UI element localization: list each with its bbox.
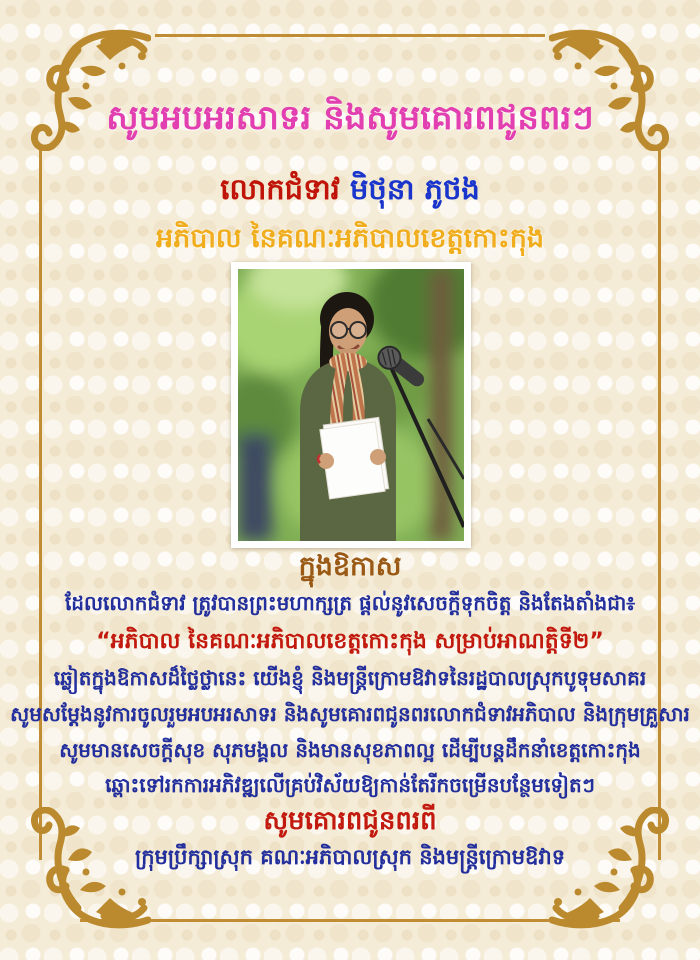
signatories-line: ក្រុមប្រឹក្សាស្រុក គណៈអភិបាលស្រុក និងមន្ត្រីក្រោមឱវាទ — [134, 845, 566, 869]
honorific-line — [0, 172, 700, 214]
photo-frame — [231, 262, 471, 548]
main-title: សូមអបអរសាទរ និងសូមគោរពជូនពរៗ — [106, 98, 594, 138]
body-line: សូមសម្តែងនូវការចូលរួមអបអរសាទរ និងសូមគោរពជូនពរលោកជំទាវអភិបាល និងក្រុមគ្រួសារ — [10, 702, 690, 726]
governor-photo — [238, 269, 464, 541]
position-title: អភិបាល នៃគណៈអភិបាលខេត្តកោះកុង — [155, 223, 545, 254]
frame-line-bottom — [80, 919, 620, 922]
body-line: ឆ្ពោះទៅរកការអភិវឌ្ឍលើគ្រប់វិស័យឱ្យកាន់តែរីកចម្រើនបន្ថែមទៀតៗ — [105, 773, 595, 797]
governor-name: មិថុនា ភូថង — [350, 172, 480, 206]
closing-heading: សូមគោរពជូនពរពី — [263, 806, 437, 836]
honorific-prefix: លោកជំទាវ — [220, 172, 340, 206]
body-line: ដែលលោកជំទាវ ត្រូវបានព្រះមហាក្សត្រ ផ្តល់នូវសេចក្តីទុកចិត្ត និងតែងតាំងជា៖ — [64, 591, 636, 615]
body-line: សូមមានសេចក្តីសុខ សុភមង្គល និងមានសុខភាពល្អ ដើម្បីបន្តដឹកនាំខេត្តកោះកុង — [59, 738, 641, 762]
body-line-quote: “អភិបាល នៃគណៈអភិបាលខេត្តកោះកុង សម្រាប់អាណត្តិទី២” — [96, 629, 604, 654]
frame-line-top — [155, 34, 545, 37]
body-line: ឆ្លៀតក្នុងឱកាសដ៏ថ្លៃថ្លានេះ យើងខ្ញុំ និងមន្ត្រីក្រោមឱវាទនៃរដ្ឋបាលស្រុកបូទុមសាគរ — [53, 666, 647, 690]
occasion-heading: ក្នុងឱកាស — [298, 551, 402, 582]
